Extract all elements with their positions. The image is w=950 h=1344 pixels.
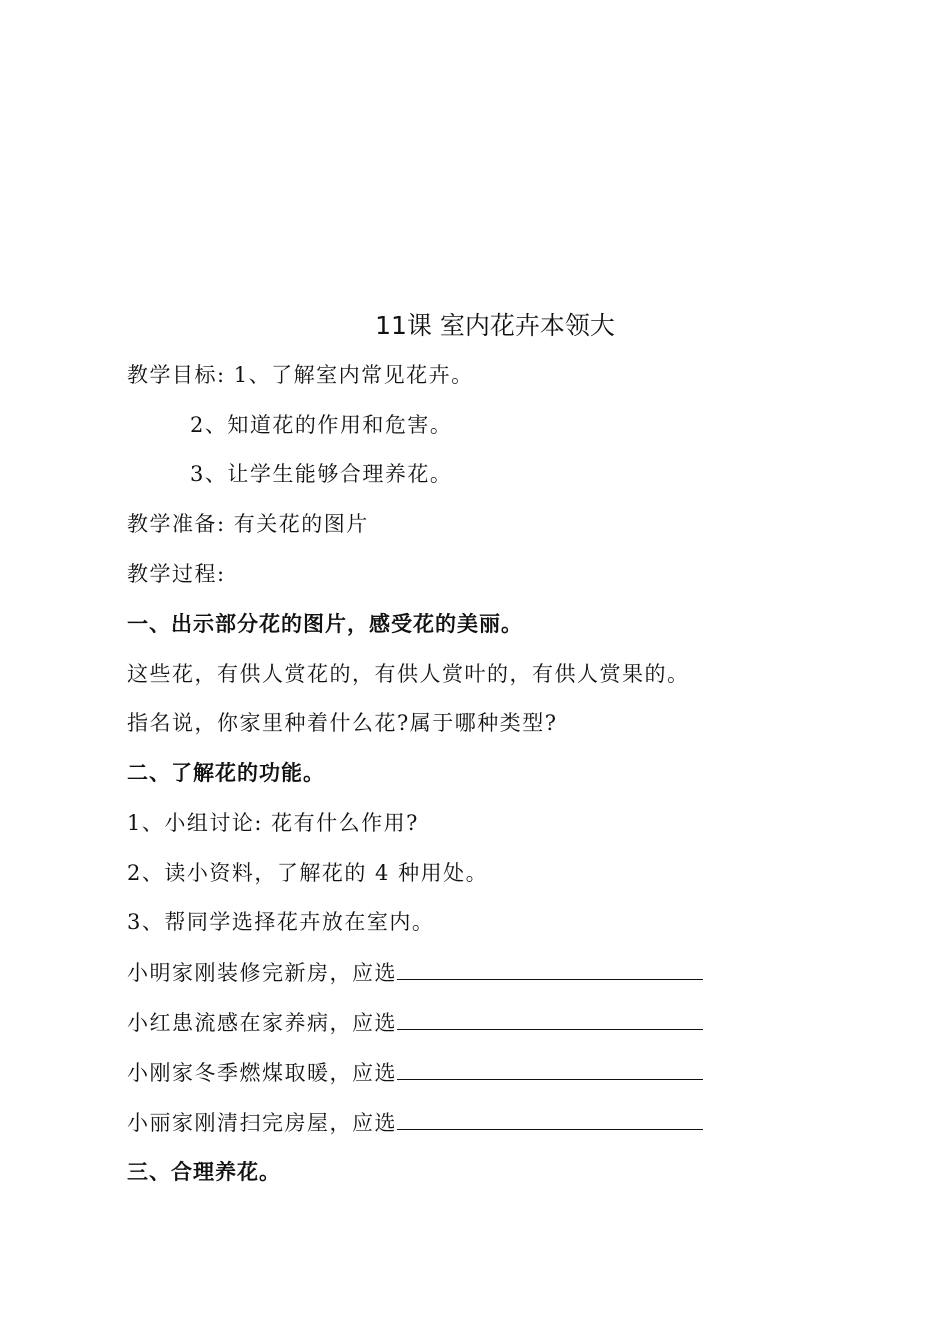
- fill-in-prompt-1: 小明家刚装修完新房，应选: [127, 961, 397, 985]
- section-1-para-2: 指名说，你家里种着什么花?属于哪种类型?: [127, 711, 558, 735]
- section-1-heading: 一、出示部分花的图片，感受花的美丽。: [127, 611, 523, 636]
- section-1-para-1: 这些花，有供人赏花的，有供人赏叶的，有供人赏果的。: [127, 662, 690, 686]
- goal-item-1: 1、了解室内常见花卉。: [233, 363, 474, 387]
- fill-in-row-1: [127, 957, 703, 988]
- fill-in-prompt-4: 小丽家刚清扫完房屋，应选: [127, 1111, 397, 1135]
- goals-label: 教学目标:: [127, 363, 226, 387]
- lesson-title: 11课 室内花卉本领大: [375, 311, 615, 340]
- section-2-item-3: 3、帮同学选择花卉放在室内。: [127, 910, 435, 934]
- fill-in-prompt-2: 小红患流感在家养病，应选: [127, 1011, 397, 1035]
- section-2-item-1: 1、小组讨论: 花有什么作用?: [127, 811, 419, 835]
- fill-in-prompt-3: 小刚家冬季燃煤取暖，应选: [127, 1061, 397, 1085]
- section-2-item-2: 2、读小资料，了解花的 4 种用处。: [127, 861, 489, 885]
- section-3-heading: 三、合理养花。: [127, 1159, 281, 1184]
- goal-item-2: 2、知道花的作用和危害。: [190, 413, 453, 437]
- fill-in-blank-4[interactable]: [397, 1107, 703, 1130]
- fill-in-blank-3[interactable]: [397, 1057, 703, 1080]
- goals-line-1: [127, 360, 474, 390]
- fill-in-blank-2[interactable]: [397, 1007, 703, 1030]
- preparation-line: 教学准备: 有关花的图片: [127, 512, 369, 536]
- fill-in-row-4: [127, 1107, 703, 1138]
- section-2-heading: 二、了解花的功能。: [127, 760, 325, 785]
- goal-item-3: 3、让学生能够合理养花。: [190, 462, 453, 486]
- fill-in-row-3: [127, 1057, 703, 1088]
- fill-in-row-2: [127, 1007, 703, 1038]
- fill-in-blank-1[interactable]: [397, 957, 703, 980]
- process-label: 教学过程:: [127, 562, 226, 586]
